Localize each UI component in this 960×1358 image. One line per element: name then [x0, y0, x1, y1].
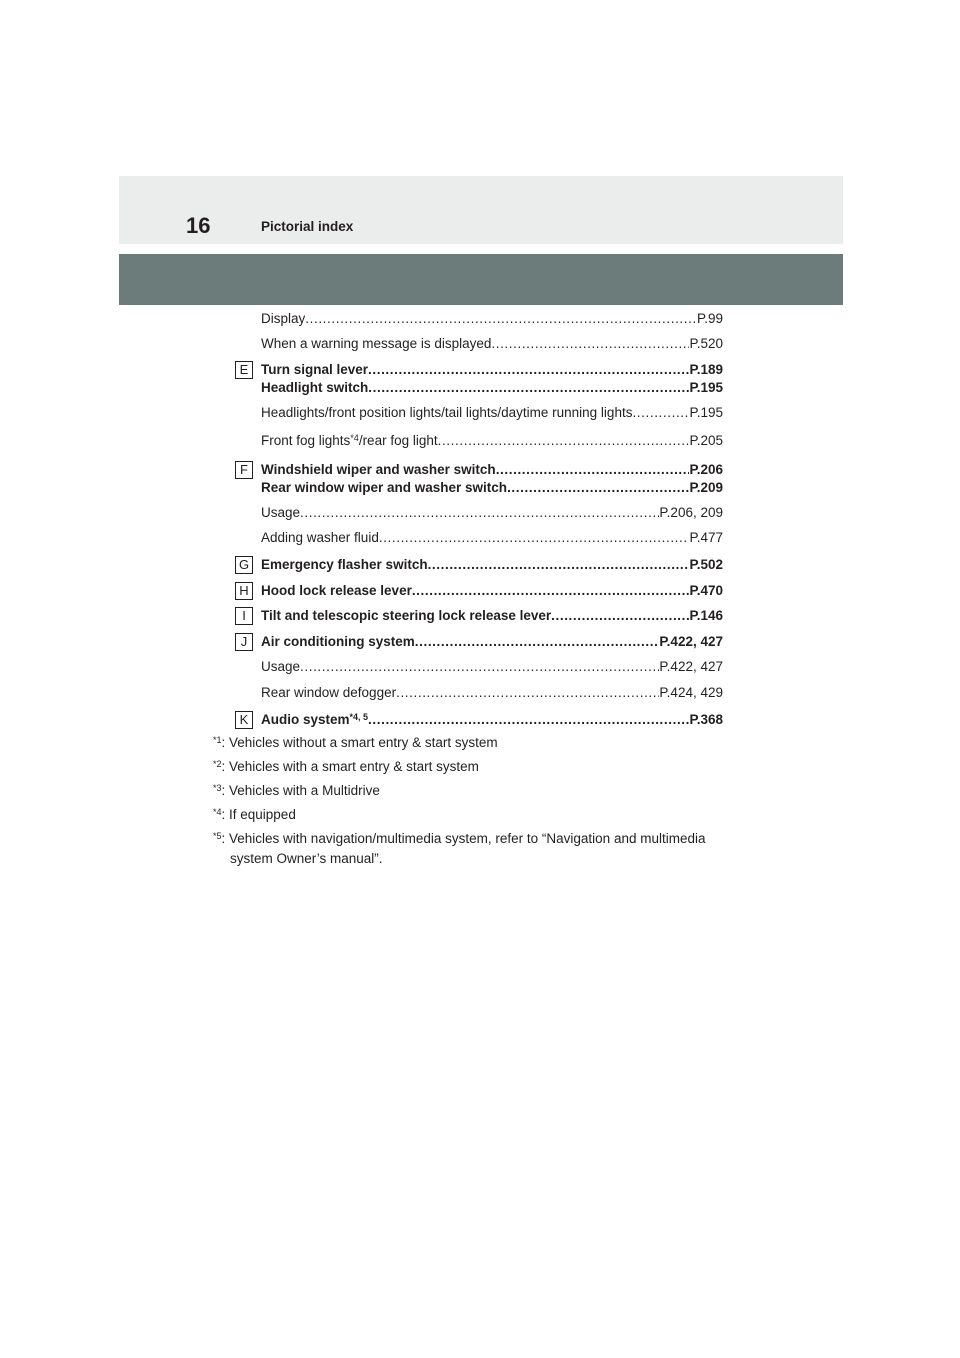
entry-label: Tilt and telescopic steering lock release lever	[261, 608, 552, 623]
footnote-5	[213, 830, 706, 848]
entry-page: P.209	[689, 480, 723, 495]
entry-label: Windshield wiper and washer switch	[261, 462, 496, 477]
section-tag-i: I	[235, 607, 253, 625]
leader-dots	[368, 379, 689, 397]
footnote-1	[213, 734, 498, 752]
entry-label: Adding washer fluid	[261, 530, 379, 545]
footnote-4	[213, 806, 296, 824]
label-pre: Audio system	[261, 712, 350, 727]
entry-label: Rear window wiper and washer switch	[261, 480, 508, 495]
label-pre: Front fog lights	[261, 433, 351, 448]
section-title: Pictorial index	[261, 219, 354, 234]
leader-dots	[428, 556, 690, 574]
entry-page: P.520	[689, 336, 723, 351]
index-entry-washer-fluid	[261, 529, 723, 547]
index-entry-emergency-flasher	[261, 556, 723, 574]
entry-page: P.206	[689, 462, 723, 477]
entry-label: Headlight switch	[261, 380, 369, 395]
section-tag-h: H	[235, 582, 253, 600]
entry-page: P.422, 427	[659, 659, 723, 674]
label-post: /rear fog light	[358, 433, 438, 448]
footnote-text: : Vehicles without a smart entry & start system	[221, 735, 498, 750]
index-entry-steering-lock	[261, 607, 723, 625]
leader-dots	[396, 684, 659, 702]
index-entry-windshield-wiper	[261, 461, 723, 479]
entry-page: P.477	[689, 530, 723, 545]
leader-dots	[438, 432, 690, 450]
leader-dots	[507, 479, 689, 497]
leader-dots	[379, 529, 690, 547]
entry-page: P.502	[689, 557, 723, 572]
index-entry-rear-wiper	[261, 479, 723, 497]
entry-page: P.368	[689, 712, 723, 727]
footnote-mark: *5	[213, 831, 222, 841]
index-entry-headlights-lights	[261, 404, 723, 422]
entry-label: Hood lock release lever	[261, 583, 412, 598]
index-entry-audio-system	[261, 711, 723, 729]
footnote-ref: *4	[350, 433, 359, 443]
entry-label: Air conditioning system	[261, 634, 415, 649]
entry-label: Emergency flasher switch	[261, 557, 428, 572]
entry-page: P.422, 427	[659, 634, 723, 649]
footnote-5-continuation: system Owner’s manual”.	[230, 851, 383, 866]
entry-page: P.470	[689, 583, 723, 598]
entry-label: Display	[261, 311, 306, 326]
leader-dots	[415, 633, 660, 651]
entry-label: Usage	[261, 659, 301, 674]
footnote-mark: *2	[213, 759, 222, 769]
index-entry-warning-message	[261, 335, 723, 353]
leader-dots	[300, 658, 659, 676]
index-entry-display	[261, 310, 723, 328]
index-entry-ac-usage	[261, 658, 723, 676]
leader-dots	[368, 711, 689, 729]
entry-label: Usage	[261, 505, 301, 520]
page-number: 16	[186, 213, 211, 238]
entry-page: P.189	[689, 362, 723, 377]
entry-page: P.206, 209	[659, 505, 723, 520]
entry-label	[261, 711, 368, 729]
leader-dots	[412, 582, 690, 600]
entry-page: P.195	[689, 380, 723, 395]
header-band	[119, 176, 843, 244]
index-entry-hood-lock	[261, 582, 723, 600]
leader-dots	[305, 310, 697, 328]
index-entry-fog-lights	[261, 432, 723, 450]
leader-dots	[551, 607, 689, 625]
index-entry-air-conditioning	[261, 633, 723, 651]
footnote-text: : Vehicles with a smart entry & start system	[221, 759, 479, 774]
footnote-text: : Vehicles with navigation/multimedia system, refer to “Navigation and multimedia	[221, 831, 706, 846]
entry-label: Turn signal lever	[261, 362, 369, 377]
entry-label: Headlights/front position lights/tail lights/daytime running lights	[261, 405, 633, 420]
footnote-mark: *1	[213, 735, 222, 745]
footnote-3	[213, 782, 380, 800]
section-tag-k: K	[235, 711, 253, 729]
footnote-ref: *4, 5	[349, 712, 369, 722]
entry-label: Rear window defogger	[261, 685, 397, 700]
index-entry-headlight-switch	[261, 379, 723, 397]
header-gap	[119, 244, 843, 254]
section-tag-j: J	[235, 633, 253, 651]
footnote-2	[213, 758, 479, 776]
section-tag-g: G	[235, 556, 253, 574]
footnote-text: : Vehicles with a Multidrive	[221, 783, 380, 798]
entry-label	[261, 432, 438, 450]
index-entry-wiper-usage	[261, 504, 723, 522]
leader-dots	[368, 361, 689, 379]
entry-page: P.424, 429	[659, 685, 723, 700]
section-tag-f: F	[235, 461, 253, 479]
leader-dots	[496, 461, 690, 479]
leader-dots	[632, 404, 689, 422]
index-entry-turn-signal-lever	[261, 361, 723, 379]
leader-dots	[300, 504, 659, 522]
entry-page: P.99	[696, 311, 723, 326]
entry-page: P.205	[689, 433, 723, 448]
footnote-text: : If equipped	[221, 807, 296, 822]
section-bar	[119, 254, 843, 305]
leader-dots	[491, 335, 689, 353]
index-entry-rear-defogger	[261, 684, 723, 702]
section-tag-e: E	[235, 361, 253, 379]
footnote-mark: *4	[213, 807, 222, 817]
entry-label: When a warning message is displayed	[261, 336, 492, 351]
entry-page: P.146	[689, 608, 723, 623]
entry-page: P.195	[689, 405, 723, 420]
footnote-mark: *3	[213, 783, 222, 793]
